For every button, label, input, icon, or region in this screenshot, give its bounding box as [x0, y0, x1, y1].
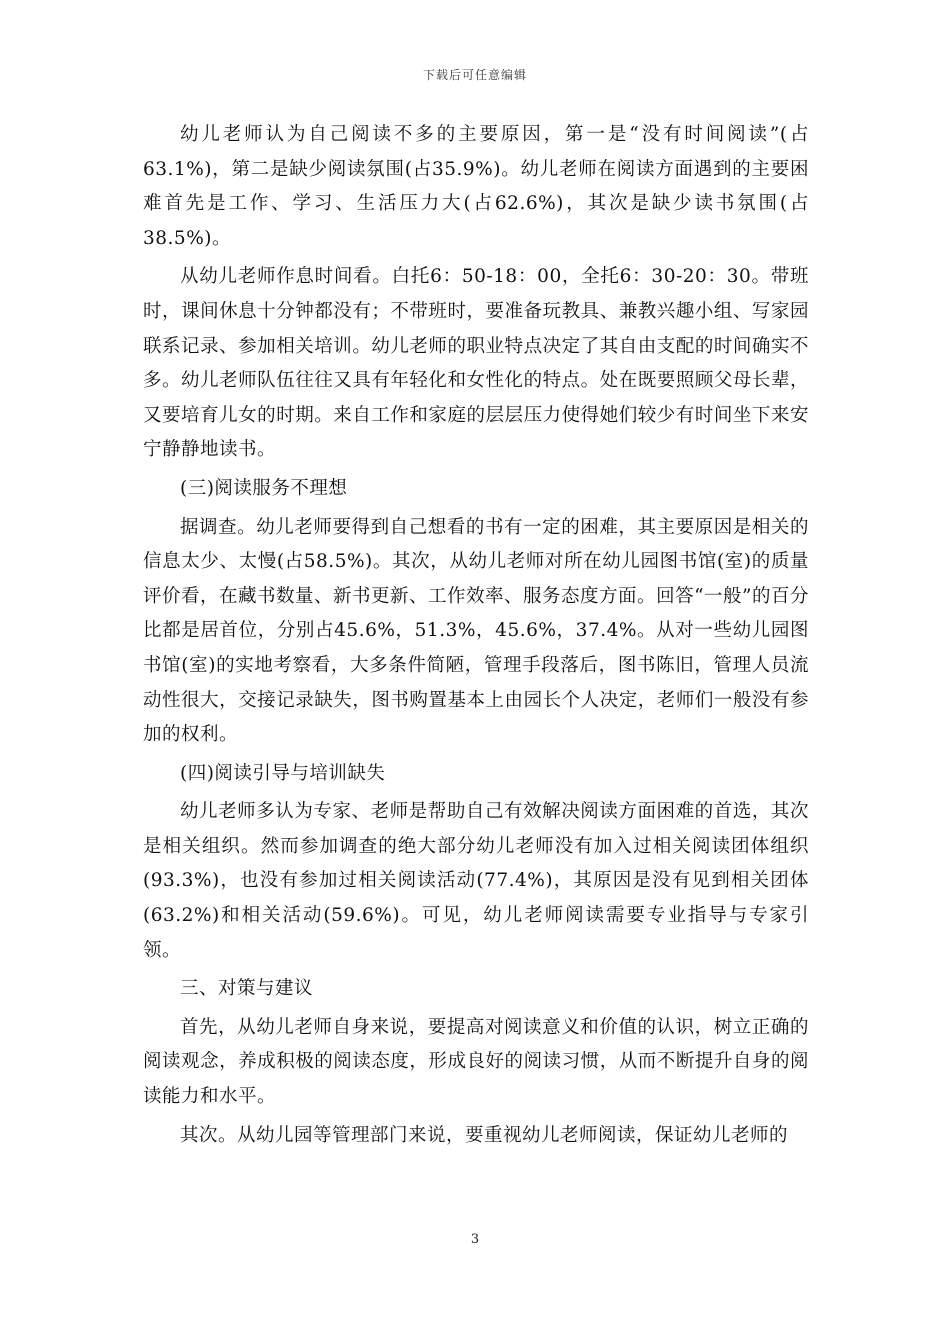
paragraph-library-survey: 据调查。幼儿老师要得到自己想看的书有一定的困难，其主要原因是相关的信息太少、太慢(占58.5%)。其次，从幼儿老师对所在幼儿园图书馆(室)的质量评价看，在藏书数量、新书更新、工作效率、服务态度方面。回答“一般”的百分比都是居首位，分别占45.6%，51.3%，45.6%，37.4%。从对一些幼儿园图书馆(室)的实地考察看，大多条件简陋，管理手段落后，图书陈旧，管理人员流动性很大，交接记录缺失，图书购置基本上由园长个人决定，老师们一般没有参加的权利。 [143, 516, 809, 746]
paragraph-expert-guidance: 幼儿老师多认为专家、老师是帮助自己有效解决阅读方面困难的首选，其次是相关组织。然而参加调查的绝大部分幼儿老师没有加入过相关阅读团体组织(93.3%)，也没有参加过相关阅读活动(77.4%)，其原因是没有见到相关团体(63.2%)和相关活动(59.6%)。可见，幼儿老师阅读需要专业指导与专家引领。 [143, 801, 809, 961]
section-heading-reading-service: (三)阅读服务不理想 [180, 477, 348, 499]
section-heading-countermeasures: 三、对策与建议 [180, 978, 314, 1000]
paragraph-second-suggestion: 其次。从幼儿园等管理部门来说，要重视幼儿老师阅读，保证幼儿老师的 [180, 1124, 789, 1146]
section-heading-guidance-training: (四)阅读引导与培训缺失 [180, 762, 386, 784]
page-number: 3 [470, 1232, 480, 1247]
paragraph-first-suggestion: 首先，从幼儿老师自身来说，要提高对阅读意义和价值的认识，树立正确的阅读观念，养成积极的阅读态度，形成良好的阅读习惯，从而不断提升自身的阅读能力和水平。 [143, 1016, 809, 1108]
page-header: 下载后可任意编辑 [422, 68, 527, 82]
paragraph-reading-reasons: 幼儿老师认为自己阅读不多的主要原因，第一是“没有时间阅读”(占63.1%)，第二是缺少阅读氛围(占35.9%)。幼儿老师在阅读方面遇到的主要困难首先是工作、学习、生活压力大(占62.6%)，其次是缺少读书氛围(占38.5%)。 [143, 124, 809, 249]
paragraph-work-schedule: 从幼儿老师作息时间看。白托6：50-18：00，全托6：30-20：30。带班时，课间休息十分钟都没有；不带班时，要准备玩教具、兼教兴趣小组、写家园联系记录、参加相关培训。幼儿老师的职业特点决定了其自由支配的时间确实不多。幼儿老师队伍往往又具有年轻化和女性化的特点。处在既要照顾父母长辈，又要培育儿女的时期。来自工作和家庭的层层压力使得她们较少有时间坐下来安宁静静地读书。 [143, 266, 809, 461]
document-body [143, 118, 809, 1157]
